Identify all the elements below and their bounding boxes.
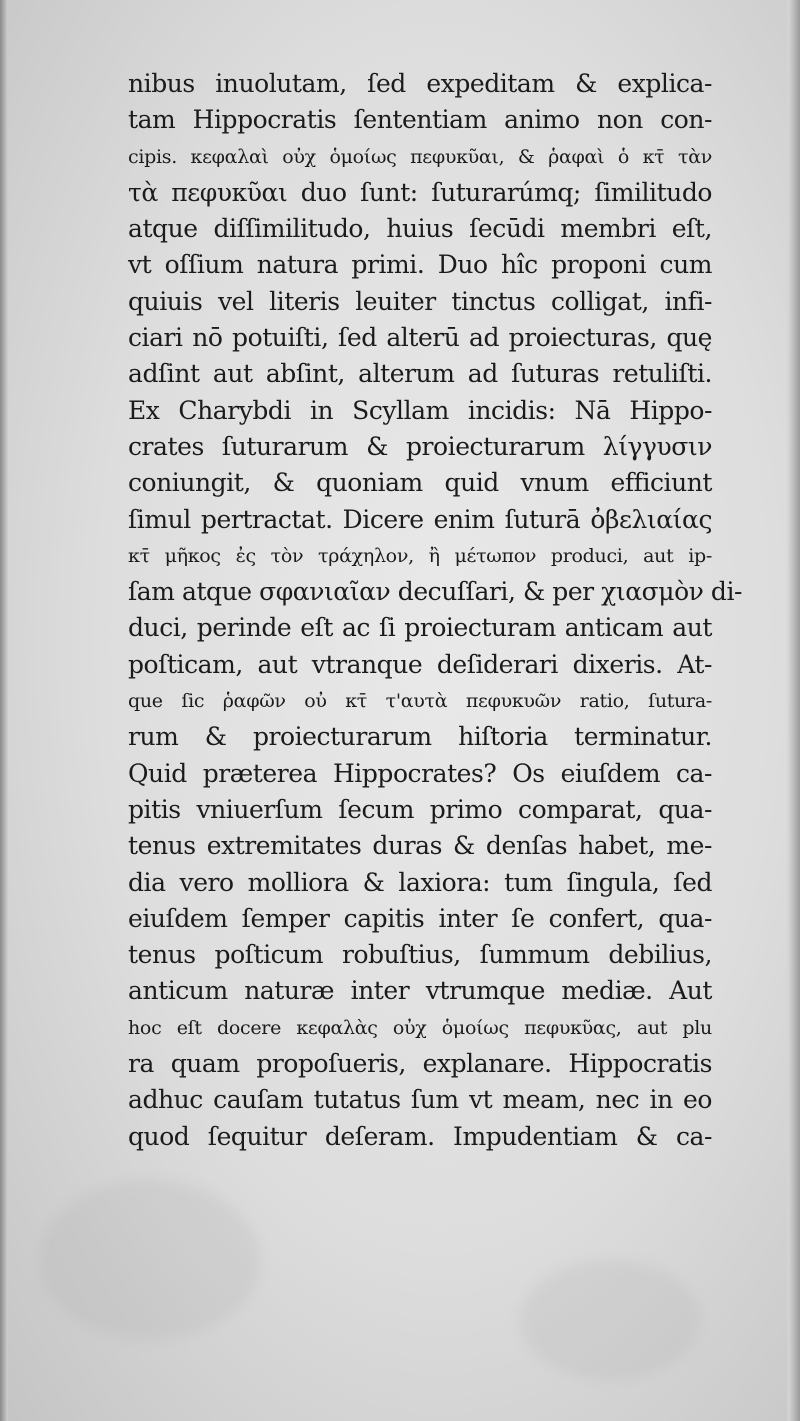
text-line: anticum naturæ inter vtrumque mediæ. Aut <box>128 976 712 1006</box>
text-line: vt oſſium natura primi. Duo hîc proponi cum <box>128 250 712 280</box>
text-line: τὰ πεφυκῦαι duo ſunt: ſuturarúmq; ſimilitudo <box>128 177 712 207</box>
text-block <box>128 66 743 1155</box>
text-line: ſimul pertractat. Dicere enim ſuturā ὀβελιαίας <box>128 504 712 534</box>
paper-stain <box>520 1260 700 1380</box>
text-line: quiuis vel literis leuiter tinctus colligat, infi- <box>128 286 712 316</box>
text-line: tam Hippocratis ſententiam animo non con- <box>128 105 712 135</box>
text-line: poſticam, aut vtranque deſiderari dixeris. At- <box>128 649 712 679</box>
text-line: crates ſuturarum & proiecturarum λίγγυσιν <box>128 431 712 461</box>
text-line: atque diſſimilitudo, huius ſecūdi membri eſt, <box>128 214 712 244</box>
text-line: coniungit, & quoniam quid vnum efficiunt <box>128 468 712 498</box>
text-line: κτ̄ μῆκος ἐς τὸν τράχηλον, ἢ μέτωπον produci, aut ip- <box>128 544 712 567</box>
text-line: Ex Charybdi in Scyllam incidis: Nā Hippo- <box>128 395 712 425</box>
text-line: que ſic ῥαφῶν οὐ κτ̄ τ'αυτὰ πεφυκυῶν ratio, ſutura- <box>128 690 712 713</box>
text-line: cipis. κεφαλαὶ οὐχ ὁμοίως πεφυκῦαι, & ῥαφαὶ ὁ κτ̄ τὰν <box>128 145 712 168</box>
text-line: eiuſdem ſemper capitis inter ſe confert, qua- <box>128 903 712 933</box>
text-line: tenus extremitates duras & denſas habet, me- <box>128 831 712 861</box>
text-line: quod ſequitur deſeram. Impudentiam & ca- <box>128 1121 712 1151</box>
text-line: duci, perinde eſt ac ſi proiecturam anticam aut <box>128 613 712 643</box>
text-line: dia vero molliora & laxiora: tum ſingula, ſed <box>128 867 712 897</box>
text-line: Quid præterea Hippocrates? Os eiuſdem ca- <box>128 758 712 788</box>
page-right-edge <box>786 0 800 1421</box>
text-line: nibus inuolutam, ſed expeditam & explica- <box>128 69 712 98</box>
page-left-edge <box>0 0 8 1421</box>
text-line: ſam atque σφανιαῖαν decuſſari, & per χιασμὸν di- <box>128 577 743 607</box>
text-line: tenus poſticum robuſtius, ſummum debilius, <box>128 940 712 970</box>
paper-stain <box>40 1180 260 1340</box>
text-line: hoc eſt docere κεφαλὰς οὐχ ὁμοίως πεφυκῦας, aut plu <box>128 1016 712 1039</box>
text-line: adhuc cauſam tutatus ſum vt meam, nec in eo <box>128 1085 712 1115</box>
text-line: ra quam propoſueris, explanare. Hippocratis <box>128 1049 712 1079</box>
text-line: ciari nō potuiſti, ſed alterū ad proiecturas, quę <box>128 323 712 353</box>
text-line: rum & proiecturarum hiſtoria terminatur. <box>128 722 712 752</box>
text-line: adſint aut abſint, alterum ad ſuturas retuliſti. <box>128 359 712 389</box>
text-line: pitis vniuerſum ſecum primo comparat, qua- <box>128 794 712 824</box>
